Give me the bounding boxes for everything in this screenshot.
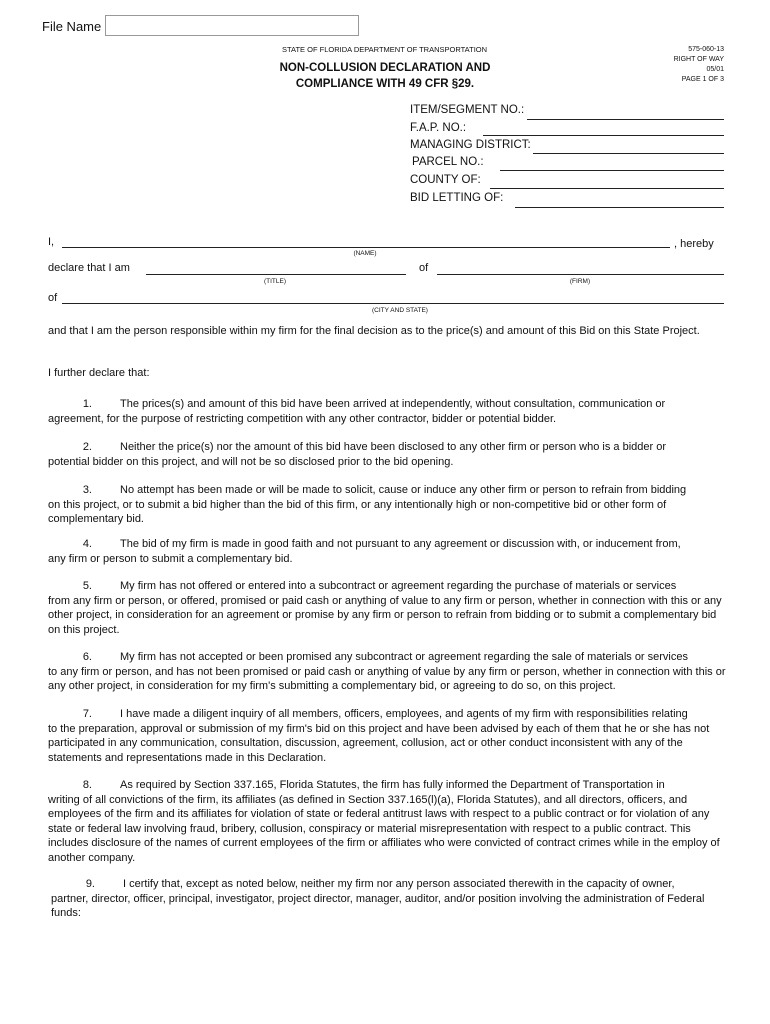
declarant-name-field[interactable]	[62, 247, 670, 248]
paragraph-3	[48, 483, 726, 527]
paragraph-first-line	[48, 707, 726, 722]
paragraph-number: 4.	[82, 538, 92, 550]
paragraph-2	[48, 440, 726, 469]
paragraph-7	[48, 707, 726, 765]
paragraph-rest: to the preparation, approval or submission of my firm's bid on this project and have been advised by each of them that he or she has not participated in any communication, consultation, discussion, agreement, collusion, act or other conduct inconsistent with any of the statements and representations made in this Declaration.	[48, 722, 710, 764]
paragraph-text: No attempt has been made or will be made to solicit, cause or induce any other firm or person to refrain from bidding	[120, 484, 687, 496]
paragraph-rest: to any firm or person, and has not been promised or paid cash or anything of value by any firm or person, whether in connection with this or any other project, in consideration for my firm's submitting a complementary bid, or agreeing to do so, on this project.	[48, 665, 726, 692]
parcel-field[interactable]	[500, 170, 724, 171]
paragraph-text: The bid of my firm is made in good faith and not pursuant to any agreement or discussion with, or inducement from,	[120, 538, 681, 550]
paragraph-text: My firm has not accepted or been promised any subcontract or agreement regarding the sale of materials or services	[120, 651, 688, 663]
declarant-i: I,	[48, 236, 55, 248]
declarant-title-field[interactable]	[146, 274, 406, 275]
paragraph-rest: agreement, for the purpose of restricting competition with any other contractor, bidder or potential bidder.	[48, 412, 557, 425]
of-text-1: of	[419, 262, 429, 274]
page-indicator: PAGE 1 OF 3	[681, 76, 724, 83]
paragraph-first-line	[48, 483, 726, 498]
firm-caption: (FIRM)	[569, 278, 591, 285]
paragraph-1	[48, 397, 726, 426]
paragraph-number: 3.	[82, 484, 92, 496]
city-state-field[interactable]	[62, 303, 724, 304]
paragraph-5	[48, 579, 726, 637]
file-name-label: File Name	[42, 19, 102, 34]
responsible-statement: and that I am the person responsible within my firm for the final decision as to the price(s) and amount of this Bid on this State Project.	[48, 325, 700, 337]
paragraph-rest: on this project, or to submit a bid higher than the bid of this firm, or any intentionally high or non-competitive bid or other form of complementary bid.	[48, 498, 667, 525]
declare-text: declare that I am	[48, 262, 130, 274]
of-text-2: of	[48, 292, 58, 304]
paragraph-first-line	[51, 877, 729, 892]
agency-name: STATE OF FLORIDA DEPARTMENT OF TRANSPORTATION	[282, 45, 488, 54]
paragraph-4	[48, 537, 726, 566]
declarant-firm-field[interactable]	[437, 274, 724, 275]
paragraph-first-line	[48, 537, 726, 552]
paragraph-text: Neither the price(s) nor the amount of this bid have been disclosed to any other firm or person who is a bidder or	[120, 441, 667, 453]
paragraph-text: I have made a diligent inquiry of all members, officers, employees, and agents of my firm with responsibilities relating	[120, 708, 688, 720]
hereby-text: , hereby	[674, 238, 714, 250]
further-declare: I further declare that:	[48, 367, 150, 379]
paragraph-rest: partner, director, officer, principal, investigator, project director, manager, auditor, and/or position involving the administration of Federal funds:	[51, 892, 705, 919]
form-division: RIGHT OF WAY	[673, 56, 724, 63]
paragraph-6	[48, 650, 726, 694]
county-label: COUNTY OF:	[410, 174, 481, 186]
paragraph-number: 1.	[82, 398, 92, 410]
form-title-line2: COMPLIANCE WITH 49 CFR §29.	[295, 78, 475, 90]
city-state-caption: (CITY AND STATE)	[372, 307, 428, 314]
paragraph-first-line	[48, 579, 726, 594]
form-title-line1: NON-COLLUSION DECLARATION AND	[279, 62, 491, 74]
bid-letting-label: BID LETTING OF:	[410, 192, 504, 204]
paragraph-first-line	[48, 440, 726, 455]
item-segment-label: ITEM/SEGMENT NO.:	[410, 104, 525, 116]
paragraph-text: My firm has not offered or entered into a subcontract or agreement regarding the purchase of materials or services	[120, 580, 677, 592]
paragraph-number: 2.	[82, 441, 92, 453]
paragraph-first-line	[48, 778, 726, 793]
paragraph-first-line	[48, 650, 726, 665]
county-field[interactable]	[490, 188, 724, 189]
form-date: 05/01	[706, 66, 724, 73]
parcel-label: PARCEL NO.:	[412, 156, 484, 168]
paragraph-number: 5.	[82, 580, 92, 592]
managing-district-label: MANAGING DISTRICT:	[410, 139, 531, 151]
form-number-block	[674, 45, 724, 85]
bid-letting-field[interactable]	[515, 207, 724, 208]
fap-label: F.A.P. NO.:	[410, 122, 467, 134]
form-title	[230, 60, 540, 92]
paragraph-first-line	[48, 397, 726, 412]
paragraph-number: 8.	[82, 779, 92, 791]
paragraph-number: 7.	[82, 708, 92, 720]
paragraph-text: As required by Section 337.165, Florida Statutes, the firm has fully informed the Department of Transportation in	[120, 779, 665, 791]
paragraph-rest: potential bidder on this project, and will not be so disclosed prior to the bid opening.	[48, 455, 454, 468]
paragraph-text: The prices(s) and amount of this bid have been arrived at independently, without consultation, communication or	[120, 398, 666, 410]
fap-field[interactable]	[483, 135, 724, 136]
title-caption: (TITLE)	[263, 278, 287, 285]
item-segment-field[interactable]	[527, 119, 724, 120]
paragraph-rest: from any firm or person, or offered, promised or paid cash or anything of value to any firm or person, whether in connection with this or any other project, in consideration for an agreement or promise by any firm or person to refrain from bidding or to submit a complementary bid on this project.	[48, 594, 722, 636]
paragraph-9	[51, 877, 729, 921]
paragraph-8	[48, 778, 726, 865]
managing-district-field[interactable]	[533, 153, 724, 154]
paragraph-number: 6.	[82, 651, 92, 663]
paragraph-text: I certify that, except as noted below, neither my firm nor any person associated therewith in the capacity of owner,	[123, 878, 675, 890]
file-name-input[interactable]	[105, 15, 359, 36]
paragraph-rest: any firm or person to submit a complementary bid.	[48, 552, 293, 565]
paragraph-rest: writing of all convictions of the firm, its affiliates (as defined in Section 337.165(l)(a), Florida Statutes), and all directors, officers, and employees of the firm and its affiliates for violation of state or federal antitrust laws with respect to a public contract or for violation of any state or federal law involving fraud, bribery, collusion, conspiracy or material misrepresentation with respect to a public contract. This includes disclosure of the names of current employees of the firm or affiliates who were convicted of contract crimes while in the employ of another company.	[48, 793, 720, 864]
form-number: 575-060-13	[688, 46, 724, 53]
paragraph-number: 9.	[85, 878, 95, 890]
name-caption: (NAME)	[353, 250, 377, 257]
